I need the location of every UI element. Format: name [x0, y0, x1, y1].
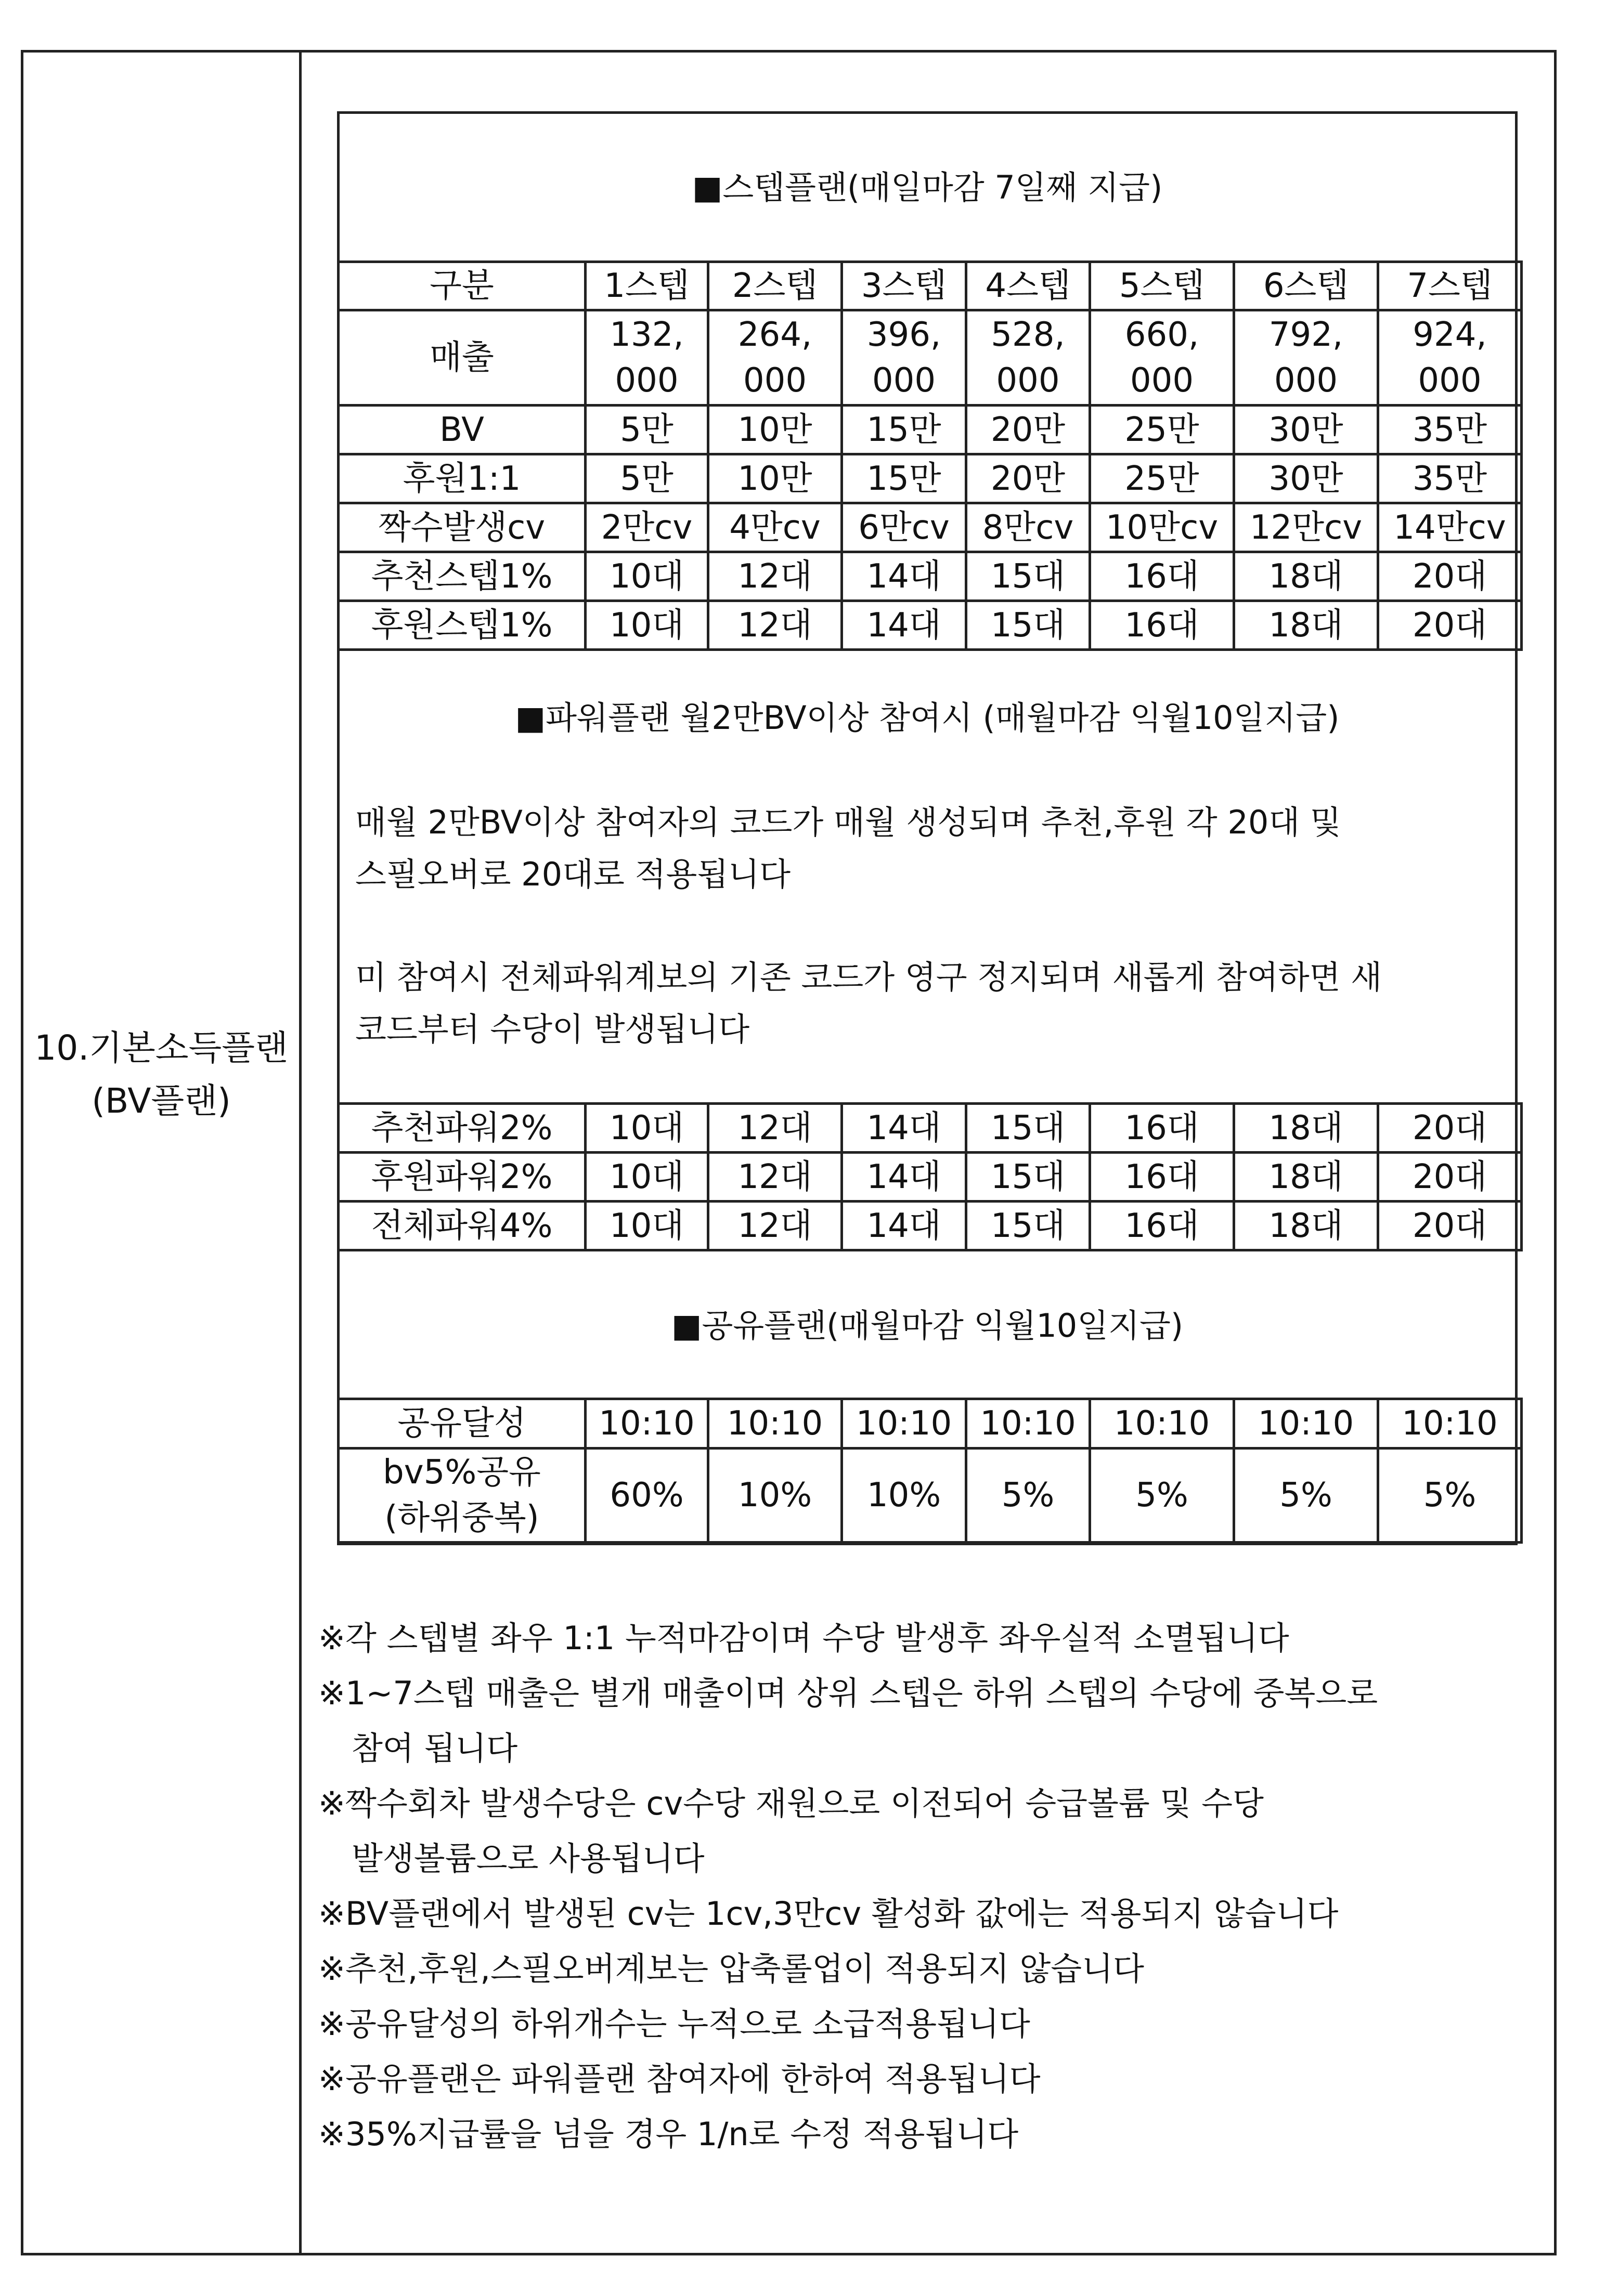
table-cell: 12대 — [708, 1202, 842, 1250]
table-cell: 10:10 — [708, 1399, 842, 1449]
power-plan-title: ■파워플랜 월2만BV이상 참여시 (매월마감 익월10일지급) — [515, 699, 1340, 737]
table-row — [339, 406, 1522, 454]
table-cell: 10만 — [708, 406, 842, 454]
table-cell: 10대 — [586, 1202, 708, 1250]
step-plan-table — [337, 260, 1523, 651]
table-cell: 10:10 — [586, 1399, 708, 1449]
table-cell: 12대 — [708, 552, 842, 601]
sales-cell: 264, 000 — [708, 310, 842, 406]
table-cell: 14대 — [842, 1104, 966, 1153]
table-row — [339, 552, 1522, 601]
table-cell: 20대 — [1378, 1104, 1522, 1153]
table-cell: 10대 — [586, 601, 708, 650]
table-cell: 12대 — [708, 1153, 842, 1202]
table-cell: 15대 — [966, 1202, 1090, 1250]
section-label — [23, 1022, 299, 1128]
step-header-cell: 5스텝 — [1090, 262, 1234, 310]
step-header-cell: 구분 — [339, 262, 586, 310]
sales-label: 매출 — [339, 310, 586, 406]
row-label: bv5%공유 (하위중복) — [339, 1449, 586, 1543]
note-item: ※공유달성의 하위개수는 누적으로 소급적용됩니다 — [318, 2005, 1030, 2043]
table-row — [339, 1153, 1522, 1202]
share-plan-title: ■공유플랜(매월마감 익월10일지급) — [671, 1307, 1184, 1345]
section-title: 10.기본소득플랜 — [34, 1028, 288, 1068]
row-label: 후원1:1 — [339, 454, 586, 503]
table-cell: 5% — [966, 1449, 1090, 1543]
table-cell: 20대 — [1378, 1202, 1522, 1250]
table-cell: 30만 — [1234, 406, 1378, 454]
sales-cell: 132, 000 — [586, 310, 708, 406]
table-cell: 10대 — [586, 1153, 708, 1202]
step-header-cell: 3스텝 — [842, 262, 966, 310]
table-cell: 18대 — [1234, 601, 1378, 650]
share-plan-table — [337, 1398, 1523, 1544]
step-header-cell: 6스텝 — [1234, 262, 1378, 310]
row-label: 후원스텝1% — [339, 601, 586, 650]
step-header-cell: 4스텝 — [966, 262, 1090, 310]
table-cell: 5% — [1090, 1449, 1234, 1543]
table-cell: 35만 — [1378, 406, 1522, 454]
table-cell: 12대 — [708, 601, 842, 650]
step-header-row — [339, 262, 1522, 310]
table-row — [339, 503, 1522, 552]
table-cell: 5% — [1378, 1449, 1522, 1543]
note-item: ※각 스텝별 좌우 1:1 누적마감이며 수당 발생후 좌우실적 소멸됩니다 — [318, 1619, 1289, 1657]
table-cell: 14만cv — [1378, 503, 1522, 552]
table-cell: 15대 — [966, 1104, 1090, 1153]
row-label: 추천스텝1% — [339, 552, 586, 601]
row-label: 전체파워4% — [339, 1202, 586, 1250]
table-cell: 18대 — [1234, 1202, 1378, 1250]
row-label: BV — [339, 406, 586, 454]
sales-cell: 528, 000 — [966, 310, 1090, 406]
table-cell: 20대 — [1378, 1153, 1522, 1202]
table-cell: 16대 — [1090, 552, 1234, 601]
table-cell: 2만cv — [586, 503, 708, 552]
table-row — [339, 601, 1522, 650]
row-label: 짝수발생cv — [339, 503, 586, 552]
table-cell: 10만 — [708, 454, 842, 503]
table-cell: 20대 — [1378, 552, 1522, 601]
table-cell: 14대 — [842, 1202, 966, 1250]
sales-row — [339, 310, 1522, 406]
table-cell: 12만cv — [1234, 503, 1378, 552]
step-header-cell: 2스텝 — [708, 262, 842, 310]
row-label: 후원파워2% — [339, 1153, 586, 1202]
column-divider — [299, 50, 302, 2255]
table-cell: 16대 — [1090, 1153, 1234, 1202]
table-cell: 16대 — [1090, 601, 1234, 650]
table-cell: 10% — [708, 1449, 842, 1543]
sales-cell: 396, 000 — [842, 310, 966, 406]
row-label: 공유달성 — [339, 1399, 586, 1449]
table-cell: 18대 — [1234, 1153, 1378, 1202]
step-header-cell: 1스텝 — [586, 262, 708, 310]
power-plan-paragraph-1: 매월 2만BV이상 참여자의 코드가 매월 생성되며 추천,후원 각 20대 및 스필오버로 20대로 적용됩니다 — [355, 803, 1341, 893]
sales-cell: 660, 000 — [1090, 310, 1234, 406]
table-cell: 5만 — [586, 454, 708, 503]
note-item: ※1~7스텝 매출은 별개 매출이며 상위 스텝은 하위 스텝의 수당에 중복으로 참여 됩니다 — [318, 1674, 1378, 1767]
table-cell: 10% — [842, 1449, 966, 1543]
notes-list — [318, 1611, 1535, 2162]
table-cell: 60% — [586, 1449, 708, 1543]
note-item: ※짝수회차 발생수당은 cv수당 재원으로 이전되어 승급볼륨 및 수당 발생볼륨으로 사용됩니다 — [318, 1784, 1264, 1877]
table-row — [339, 1202, 1522, 1250]
note-item: ※공유플랜은 파워플랜 참여자에 한하여 적용됩니다 — [318, 2060, 1041, 2098]
table-cell: 10대 — [586, 552, 708, 601]
table-cell: 25만 — [1090, 454, 1234, 503]
table-cell: 10만cv — [1090, 503, 1234, 552]
table-cell: 18대 — [1234, 1104, 1378, 1153]
table-cell: 14대 — [842, 601, 966, 650]
step-header-cell: 7스텝 — [1378, 262, 1522, 310]
table-cell: 6만cv — [842, 503, 966, 552]
step-plan-title: ■스텝플랜(매일마감 7일째 지급) — [692, 168, 1163, 206]
section-subtitle: (BV플랜) — [92, 1081, 231, 1121]
note-item: ※추천,후원,스필오버계보는 압축롤업이 적용되지 않습니다 — [318, 1950, 1144, 1988]
table-row — [339, 454, 1522, 503]
table-cell: 14대 — [842, 1153, 966, 1202]
table-cell: 20만 — [966, 406, 1090, 454]
table-cell: 35만 — [1378, 454, 1522, 503]
row-label: 추천파워2% — [339, 1104, 586, 1153]
table-cell: 10:10 — [1090, 1399, 1234, 1449]
note-item: ※BV플랜에서 발생된 cv는 1cv,3만cv 활성화 값에는 적용되지 않습니다 — [318, 1895, 1339, 1933]
table-row — [339, 1399, 1522, 1449]
table-cell: 15만 — [842, 406, 966, 454]
table-cell: 5% — [1234, 1449, 1378, 1543]
table-cell: 10:10 — [966, 1399, 1090, 1449]
table-cell: 20대 — [1378, 601, 1522, 650]
table-cell: 15만 — [842, 454, 966, 503]
table-cell: 4만cv — [708, 503, 842, 552]
power-plan-table — [337, 1102, 1523, 1251]
table-cell: 12대 — [708, 1104, 842, 1153]
table-cell: 25만 — [1090, 406, 1234, 454]
power-plan-paragraph-2: 미 참여시 전체파워계보의 기존 코드가 영구 정지되며 새롭게 참여하면 새 코드부터 수당이 발생됩니다 — [355, 958, 1382, 1048]
table-cell: 10대 — [586, 1104, 708, 1153]
table-cell: 10:10 — [842, 1399, 966, 1449]
table-cell: 16대 — [1090, 1104, 1234, 1153]
table-row — [339, 1449, 1522, 1543]
table-cell: 10:10 — [1234, 1399, 1378, 1449]
table-cell: 16대 — [1090, 1202, 1234, 1250]
sales-cell: 792, 000 — [1234, 310, 1378, 406]
table-cell: 15대 — [966, 552, 1090, 601]
sales-cell: 924, 000 — [1378, 310, 1522, 406]
table-cell: 8만cv — [966, 503, 1090, 552]
table-row — [339, 1104, 1522, 1153]
table-cell: 30만 — [1234, 454, 1378, 503]
table-cell: 20만 — [966, 454, 1090, 503]
table-cell: 5만 — [586, 406, 708, 454]
table-cell: 15대 — [966, 1153, 1090, 1202]
table-cell: 14대 — [842, 552, 966, 601]
table-cell: 10:10 — [1378, 1399, 1522, 1449]
table-cell: 18대 — [1234, 552, 1378, 601]
table-cell: 15대 — [966, 601, 1090, 650]
note-item: ※35%지급률을 넘을 경우 1/n로 수정 적용됩니다 — [318, 2115, 1019, 2153]
